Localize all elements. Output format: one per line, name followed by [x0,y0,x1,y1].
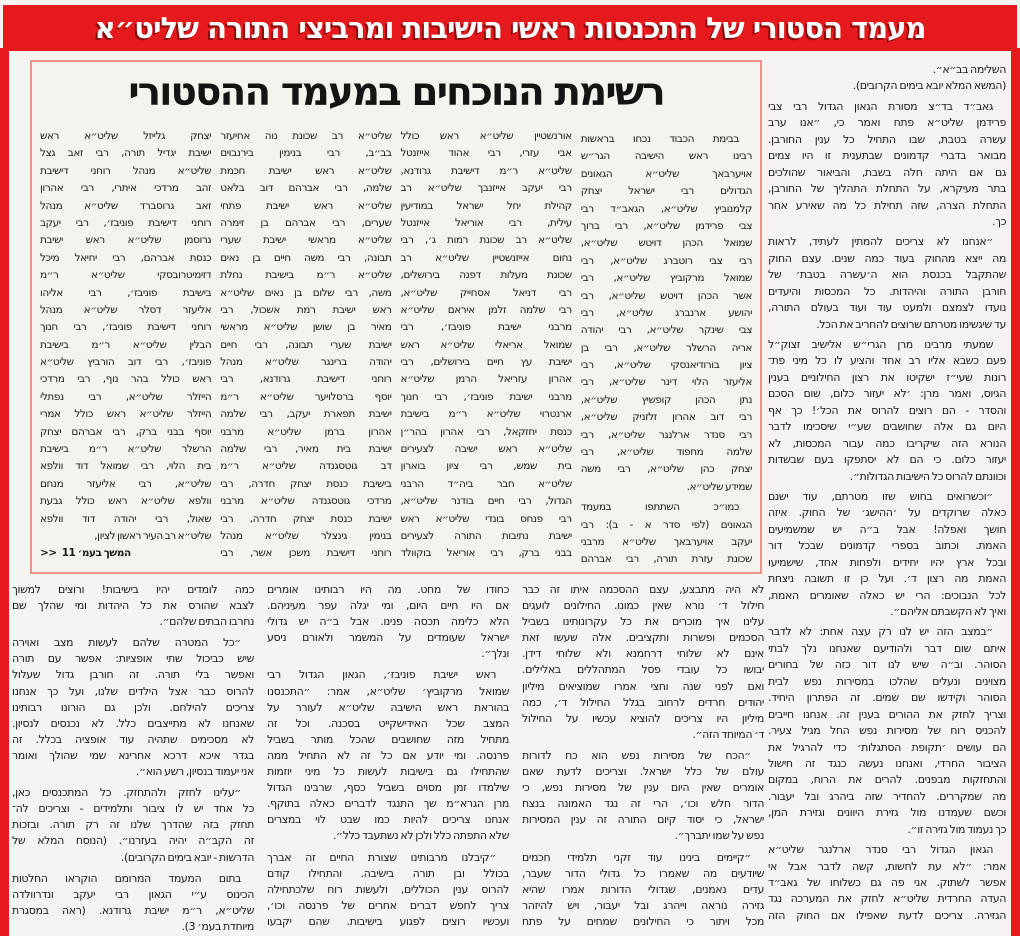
text-line: שמואל הכהן דויטש שליט״א, [580,237,752,250]
text-line: מבואר בדברי קדמונים שבתענית זו היו צמים [768,149,1006,163]
article-bottom-columns [12,582,764,934]
text-line: הנורא הזה שיקריבו כמה עבור המכסות, לא [768,436,1006,450]
text-line: אהרון ברמן שליט״א מרבני [220,425,392,438]
text-line: צריך לחפש דברים אחרים של פרנסה וכו׳, [267,898,509,912]
text-line: כך. [991,214,1006,228]
text-line: שכונת מעלות דפנה בירושלים, [400,269,572,282]
text-line: ״אנחנו לא צריכים להמתין לעתיד, לראות [768,235,993,249]
text-line: בית הלוי, רבי שמואל דוד וולפא [40,460,212,473]
text-line: רבי שלמה זלמן איראם שליט״א [400,303,572,316]
text-line: הגאון הגדול רבי סנדר ארלנגר שליט״א [768,843,993,857]
text-line: שמואל מרקוביץ שליט״א, רבי [580,272,752,285]
text-line: ישראל שעומדים על המשמר ולאורם ניסע [267,631,509,645]
text-line: זהב מרדכי איתרי, רבי אהרון [40,182,212,195]
text-line: רבינו ראש הישיבה הגר״ש [580,150,752,163]
text-line: אם היו חיים היום, ומי יגלה עפר מעיניהם. [267,599,509,613]
text-line: ונלך״. [481,647,509,661]
text-line: בישיבת כנסת יצחק חדרה, רבי [220,477,392,490]
text-line: שליט״א ראש ישיבת חכמת [220,164,392,177]
text-line: שמעתי מרבינו מרן הגרי״ש אלישיב זצוק״ל [768,338,993,351]
text-line: יבושו כל עובדי פסל המתהללים באלילים. [522,663,764,677]
text-line: יהושע ארנברג שליט״א, רבי [580,306,752,319]
text-line: מיוחדת בעמ׳ 3). [181,919,254,933]
text-line: אפשר לשתוק. אני פה גם כשלוחו של גאב״ד [768,876,1006,889]
text-line: הסוהר. וב״ה שיש לנו דור כזה של בחורים [768,658,1006,672]
text-line: ״עלינו לחזק ולהתחזק. כל המתכנסים כאן, [12,786,241,800]
text-line: תבונה, רבי משה חיים בן נאים [220,251,392,264]
text-line: ואם לפני שנה וחצי אמרו שמוציאים מיליון [522,679,764,693]
text-line: עשרה בטבת, שבו התחיל כל ענין החורבן. [768,132,1006,146]
text-line: ישיבת עץ חיים בירושלים, רבי [400,356,572,369]
text-line: ציון בורודיאנסקי שליט״א, רבי [580,359,752,372]
text-line: שליט״א מנהל רוחני דישיבת [40,164,212,177]
text-line: יוסף בבני ברק, רבי אברהם יצחק [40,425,212,438]
text-line: שלא התפתה כלל ולכן לא נשתעבד כלל״. [332,829,509,843]
text-line: שהתחילו גם בישיבות לעשות כל מיני יוזמות [267,765,509,779]
text-line: בית שמש, רבי ציון בוארון [400,460,572,473]
text-line: אומרים שאין היום ענין של מסירות נפש, כי [522,781,764,795]
text-line: היום גם אלה שחושבים שע״י שיסכימו לדבר [768,420,1006,434]
lead-article-column [768,62,1006,934]
text-line: ישיבת בית מאיר, רבי שלמה [220,443,392,456]
text-line: הכינוס ע״י הגאון רבי יעקב ונדרוולדה [12,887,254,901]
text-line: יצחק גלייזל שליט״א ראש [40,130,212,142]
text-line: בתום המעמד המרומם הוקראו החלטות [12,871,241,885]
text-line: שליט״א רב העיר ראשון לציון, [94,529,212,542]
text-line: חורבן התורה והיהדות. כל המכסות והיעדים [768,284,1006,298]
text-line: צבי שינקר שליט״א, רבי יהודה [580,324,752,337]
text-line: פעם כשבא אליו רב אחד והציע לו כל מיני פת־ [768,354,1006,368]
text-line: פרידמן שליט״א פתח ואמר כי, ״אנו ערב [768,116,1006,130]
text-line: רבי פנחס בונדי שליט״א ראש [400,512,572,525]
text-line: חושך ואפלה! אבל ב״ה יש שמשמיעים [768,522,1006,536]
text-line: אליעזר הלוי דינר שליט״א, רבי [580,376,752,389]
text-line: הגזירה. צריכים לדעת שאפילו אם החוק הזה [768,908,1006,922]
text-line: שאנחנו לא מתייצבים כלל. לא נכנסים לנסיון. [12,716,254,730]
text-line: וכוונתם להרוס כל הישיבות הגדולות״. [849,469,1006,483]
text-line: עולם של כלל ישראל. וצריכים לדעת שאם [522,765,764,779]
text-line: ראש ישיבת פוניבז׳, הגאון הגדול רבי [267,668,496,682]
text-line: אמר: ״לא עת לחשות, קשה לדבר אבל אי [768,859,1006,873]
text-line: מאיר בן שושן שליט״א מראשי [220,321,392,334]
text-line: מרבני ישיבת פוניבז׳, רבי חנוך [400,390,572,403]
text-line: בתר מעיקרא, על התחלת התהליך של החורבן, [768,182,1006,196]
text-line: רוחני דישיבת פוניבז׳, רבי חנוך [40,321,212,334]
text-line: עילית, רבי אוריאל אייזנטל [400,216,572,229]
text-line: הגאונים (לפי סדר א - ב): רבי [580,518,752,531]
text-line: ראש כולל בהר נוף, רבי מרדכי [40,373,212,386]
text-line: פרנסה. ומי יודע אם כל זה לא התחיל ממה [267,748,509,762]
attendees-column-4 [40,128,211,568]
text-line: הגיוס, ואמר מרן: ׳לא יעזור כלום, שום הסכם [768,387,1006,401]
bottom-column-2 [267,582,509,934]
text-line: מיליון היו צריכים להוציא עכשיו על החילול [522,711,764,725]
page-border-left [0,48,9,936]
text-line: שליט״א חבר ביה״ד הרבני [400,477,572,490]
text-line: אבי עזרי, רבי אהוד אייזנטל [400,147,572,160]
text-line: נחרבו הבתים שלהם״. [159,615,254,629]
text-line: ישיבת נתיבות התורה לצעירים [400,529,572,542]
text-line: רונות שעי״ז ישקיטו את רצון החילוניים בענין [768,370,1006,384]
text-line: דב גוטסגנדה שליט״א ר״מ [220,460,392,473]
text-line: ראש ישיבת רמת אשכול, רבי [220,303,392,316]
text-line: ואיך לא הקשבתם אליהם״. [890,605,1006,618]
text-line: משה, רבי שלום בן נאים שליט״א [220,286,392,299]
text-line: בהוראת ראש הישיבה שליט״א לעורר על [267,700,509,714]
text-line: פוניבז׳, רבי דוב הורביץ שליט״א [40,356,212,369]
text-line: ״קיימים בינינו עוד זקני תלמידי חכמים [522,850,751,864]
text-line: ישיבת שערי תבונה, רבי חיים [220,338,392,351]
text-line: שילמדו זמן מסוים בשביל כסף, שרבינו הגדול [267,781,509,795]
text-line: שמואל מרקוביץ׳ שליט״א, אמר: ״התכנסנו [267,684,509,698]
text-line: שליט״א רב שכונת רמות ג׳, רבי [400,234,572,247]
text-line: קהילת יחל ישראל במודיעין [400,199,572,212]
text-line: ארנטרוי שליט״א ר״מ בישיבת [400,408,572,421]
text-line: גאב״ד בד״צ מסורת הגאון הגדול רבי צבי [768,99,993,113]
text-line: (המשא המלא יובא בימים הקרובים). [852,79,1006,93]
text-line: הייזלר שליט״א, רבי נפתלי [40,390,212,403]
text-line: מרן הגרא״מ שך התנגד לדברים כאלה בתוקף. [267,797,509,811]
text-line: שמואל אריאלי שליט״א ראש [400,338,572,351]
text-line: שערים, רבי אברהם בן זימרה [220,216,392,229]
text-line: הבלין שליט״א ר״מ בישיבת [40,338,212,351]
text-line: מצוינים ונעלים שהלכו במסירות נפש לבית [768,674,1006,688]
text-line: שליט״א ר״מ בישיבת נחלת [220,269,392,282]
text-line: לצבא שהורס את כל היהדות ומי שהלך שם [12,599,254,613]
text-line: אינם לא שלוחי דרחמנא ולא שלוחי דידן. [522,647,764,661]
text-line: מרדכי גוטסגנדה שליט״א מרבני [220,495,392,508]
text-line: התחלת הצרה, שזה תחילת כל מה שאירע אחר [768,198,1006,212]
text-line: ועכשיו רוצים לפגוע בישיבות. שהם יקבעו [267,914,509,928]
text-line: האמת. וכתוב בספרי קדמונים שבכל דור [768,539,1006,553]
text-line: רבי דוב אהרון זלזניק שליט״א, [580,411,752,424]
attendees-column-1 [581,128,752,568]
text-line: רבי צבי רוטברג שליט״א, רבי [580,254,752,267]
text-line: שליט״א ראש ישיבת פתחי [220,199,392,212]
text-line: נחום אייזנשטיין שליט״א רב [400,251,572,264]
text-line: ״במצב הזה יש לנו רק עצה אחת: לא לדבר [768,625,993,639]
text-line: אליעזר דסלר שליט״א מנהל [40,303,212,316]
text-line: שליט״א, רבי אליעזר מנחם [40,477,212,490]
text-line: מרבני ישיבת פוניבז׳, רבי [400,321,572,334]
text-line: האמת מה רצון ד׳. ועל כן זו תשובה ניצחת [768,572,1006,586]
text-line: אשר הכהן דויטש שליט״א, רבי [580,289,752,302]
attendees-column-3 [220,128,391,568]
text-line: הגדול, רבי חיים בודנר שליט״א, [400,495,572,508]
text-line: נועדו לצמצם ולמעט עוד ועוד בעולם התורה, [768,301,1006,315]
text-line: יהודים חרדים לרחוב בגלל החילול ד׳, כמה [522,695,764,709]
text-line: ״כל המטרה שלהם לעשות מצב ואוירה [12,636,241,650]
text-line: יעזור כלום. כי הם לא יסתפקו בעם שבשדות [768,453,1006,467]
text-line: נתן הכהן קופשיץ שליט״א, [580,393,752,406]
attendees-column-2 [401,128,572,568]
text-line: בבימת הכבוד נכחו בראשות [580,133,739,145]
text-line: והתחזקות מבפנים. להרים את הרוח, במקום [768,773,1006,787]
text-line: צבי פרידמן שליט״א, רבי ברוך [580,219,752,232]
text-line: ״וכשרואים בחוש שזו מטרתם, עוד ישנם [768,489,993,503]
text-line: הלא כלימה תכסה פנינו. אבל ב״ה יש גדולי [267,615,509,629]
text-line: אני יעמוד בנסיון, רשע הוא״. [135,765,254,779]
text-line: שלמה, רבי אברהם דוב בלאט [220,182,392,195]
text-line: הגדולים רבי ישראל יצחק [580,185,752,198]
text-line: הציבור החרדי, ואנחנו נעשה כנגד זה חישול [768,756,1006,770]
text-line: הדור חלש וכו׳, הרי זה נגד האמונה בנצח [522,797,764,811]
text-line: ואפשר בלי תורה. זה חורבן גדול שעלול [12,668,254,682]
text-line: שליט״א מראשי ישיבת שערי [220,234,392,247]
text-line: שליט״א, ר״מ ישיבת גרודנא. (ראה במסגרת [12,903,254,917]
page-border-right [1011,48,1020,936]
text-line: אורנשטיין שליט״א ראש כולל [400,130,572,142]
text-line: יהודה ברינגר שליט״א מנהל [220,356,392,369]
text-line: הרשלר שליט״א ר״מ בישיבת [40,443,212,456]
text-line: תחזק בזה שהדרך שלנו זה רק תורה. ובזכות [12,818,254,832]
attendees-box [30,60,762,574]
text-line: להרוס ענין הכוללים, ולעשות רוח שלכתחילה [267,882,509,896]
text-line: מתחיל מזה שחושבים שהכל מותר בשביל [267,732,509,746]
text-line: קלמנוביץ שליט״א, הגאב״ד רבי [580,202,752,215]
text-line: כנסת יחזקאל, רבי אהרון בהר״ן [400,425,572,438]
text-line: לא מסכימים שתהיה עוד אופציה בכלל. זה [12,732,254,746]
text-line: גזירה נוראה וייהרג ובל יעבור, ויש להיזהר [522,898,764,912]
text-line: ״הכח של מסירות נפש הוא כח לדורות [522,748,751,762]
text-line: רוחני דישיבת גרודנא, רבי [220,373,392,386]
text-line: ישיבת יגדיל תורה, רבי זאב גצל [40,147,212,160]
text-line: צריכים להילחם. ולכן גם הורונו רבותינו [12,700,254,714]
text-line: שליט״א ראש ישיבה לצעירים [400,443,572,456]
text-line: בנימין גינצלר שליט״א מנהל [220,529,392,542]
text-line: שיודעים מה שאמרו כל גדולי הדור שעבר, [522,866,764,880]
text-line: רבי דניאל אסחייק שליט״א, [400,286,572,299]
text-line: חילול ד׳ נורא שאין כמונו. החילונים לועגים [522,599,764,613]
box-headline: רשימת הנוכחים במעמד ההסטורי [128,70,664,115]
text-line: וולפא שליט״א ראש כולל גבעת [40,495,212,508]
text-line: אנחנו צריכים להיות כמו שבט לוי במצרים [267,813,509,827]
text-line: הסכמים ופשרות ותקציבים. אלה שעשו זאת [522,631,764,645]
text-line: שליט״א ר״מ דישיבת גרודנא, [400,164,572,177]
text-line: בבני ברק, רבי אוריאל בוקוולד [400,547,572,560]
text-line: ישראל, כי יסוד קיום התורה זה ענין המסירות [522,813,764,827]
text-line: שמידע שליט״א. [686,480,752,493]
text-line: מה ייצא מהחוק בעוד כמה שנים. עצם החוק [768,251,1006,265]
text-line: כמה לומדים יהיו בישיבות! ורוצים למשוך [12,583,254,596]
text-line: גם אם היתה חלה בשבת, והביאור שהולכים [768,165,1006,179]
text-line: דזימיטרובסקי שליט״א ר״מ [40,269,212,282]
text-line: שלמה מחפוד שליט״א, רבי [580,446,752,459]
text-line: המצב שכל האידישקייט בסכנה. וכל זה [267,716,509,730]
text-line: עלינו איך מוכרים את כל עקרונותינו בשביל [522,615,764,629]
text-line: העדה החרדית שליט״א לחזק את המערכה נגד [768,892,1006,906]
text-line: כל אחד יש לו ציבור ותלמידים - וצריכים לה־ [12,802,254,816]
text-line: שכונת עזרת תורה, רבי אברהם [580,553,752,566]
text-line: ד׳ המיוחד הזה״. [692,727,764,741]
text-line: ישיבת כנסת יצחק חדרה, רבי [220,512,392,525]
text-line: שליט״א רב שכונת נוה אחיעזר [220,130,392,142]
text-line: וצריך לחזק את ההורים בענין זה. אנחנו חייבים [768,707,1006,721]
continuation-text: המשך בעמ׳ 11 [61,547,131,560]
top-banner [3,5,1017,51]
text-line: שיש כביכול שתי אופציות: אפשר עם תורה [12,652,254,666]
text-line: גרוסמן שליט״א ראש ישיבת [40,234,212,247]
text-line: והסדר - הם רוצים להרוס את הכל׳! כך אף [768,403,1006,417]
text-line: וכשם שעמדנו מול גזירת היוונים וגזירת המן, [768,806,1006,820]
text-line: כחודו של מחט. מה היו רבותינו אומרים [267,583,509,596]
text-line: בב״ב, רבי בנימין בירנבוים [220,147,392,160]
text-line: להרוס כבר אצל הילדים שלנו, ועל כך אנחנו [12,684,254,698]
text-line: מה שמקררים. להחדיר שזה ביהרג ובל יעבור. [768,789,1006,803]
text-line: עד שיגשימו מטרתם שרוצים להחריב את הכל. [816,317,1006,331]
text-line: ובכל ארץ יהיו יחידים ולפחות אחד, שישמיעו [768,555,1006,569]
banner-title: מעמד הסטורי של התכנסות ראשי הישיבות ומרביצי התורה שליט״א [94,11,926,45]
text-line: לא היה מתבצע, עצם ההסכמה איתו זה כבר [522,583,764,596]
text-line: רוחני דישיבת פוניבז׳, רבי יעקב [40,216,212,229]
text-line: שהתקבל בכנסת הוא ה׳עשרה בטבת׳ של [768,268,1006,282]
text-line: בגדר איכא דרכא אחרינא שמי שהולך ואומר [12,748,254,762]
text-line: להכניס רוח של מסירות נפש החל מגיל צעיר. [768,724,1006,738]
text-line: ישיבת תפארת יעקב, רבי שלמה [220,408,392,421]
text-line: כנסת אברהם, רבי יחיאל מיכל [40,251,212,264]
text-line: הייזלר שליט״א ראש כולל אמרי [40,408,212,421]
text-line: יצחק כהן שליט״א, רבי משה [580,463,752,476]
text-line: הסוהר וקידשו שם שמים. זה הפתרון היחיד. [768,691,1006,705]
text-line: הדרשות - יובא בימים הקרובים). [120,850,254,864]
text-line: עדים נאמנים, שגדולי הדורות אמרו שהיא [522,882,764,896]
text-line: אהרון עזריאל הרמן שליט״א [400,373,572,386]
text-line: רוחני דישיבת משכן אשר, רבי [220,547,392,560]
text-line: יעקב אויערבאך שליט״א מרבני [580,535,752,548]
text-line: אויערבאך שליט״א הגאונים [580,167,752,180]
text-line: איתם שום דבר ולהודיעם שאנחנו נלך לבתי [768,641,1006,655]
text-line: נפש על שמו יתברך״. [674,829,764,843]
text-line: זאב גרוסברד שליט״א מנהל [40,199,212,212]
text-line: מכל ויתור כי החילונים שמחים על פתח [522,914,764,928]
text-line: רבי יעקב אייזנבך שליט״א רב [400,182,572,195]
text-line: רבי סנדר ארלנגר שליט״א, רבי [580,428,752,441]
text-line: לכל הנבוכים: הרי יש כאלה שאומרים האמת, [768,588,1006,602]
text-line: כמו״כ השתתפו במעמד [580,501,739,514]
bottom-column-3 [12,582,254,934]
text-line: יוסף ברסלויער שליט״א ר״מ [220,390,392,403]
text-line: בישיבת פוניבז׳, רבי אליהו [40,286,212,299]
text-line: הם עושים ׳תקופת הסתגלות׳ כדי להרגיל את [768,740,1006,754]
text-line: השלימה בב״א״. [932,63,1006,76]
attendees-columns [40,128,752,568]
text-line: כאלה שרוקדים על ׳ההישג׳ של החוק. איזה [768,506,1006,520]
text-line: כך נעמוד מול גזירה זו״. [907,822,1006,836]
bottom-column-1 [522,582,764,934]
text-line: אריה הרשלר שליט״א, רבי בן [580,341,752,354]
text-line: ״קיבלנו מרבותינו שצורת החיים זה אברך [267,850,496,864]
text-line: בכולל ובן תורה בישיבה. והתחילו קודם [267,866,509,880]
text-line: זה הקב״ה יהיה בעזרנו״. (הנוסח המלא של [12,834,254,848]
continuation-note [40,545,211,562]
text-line: שאול, רבי יהודה דוד וולפא [40,512,212,525]
continuation-arrows-icon: >> [40,547,57,560]
